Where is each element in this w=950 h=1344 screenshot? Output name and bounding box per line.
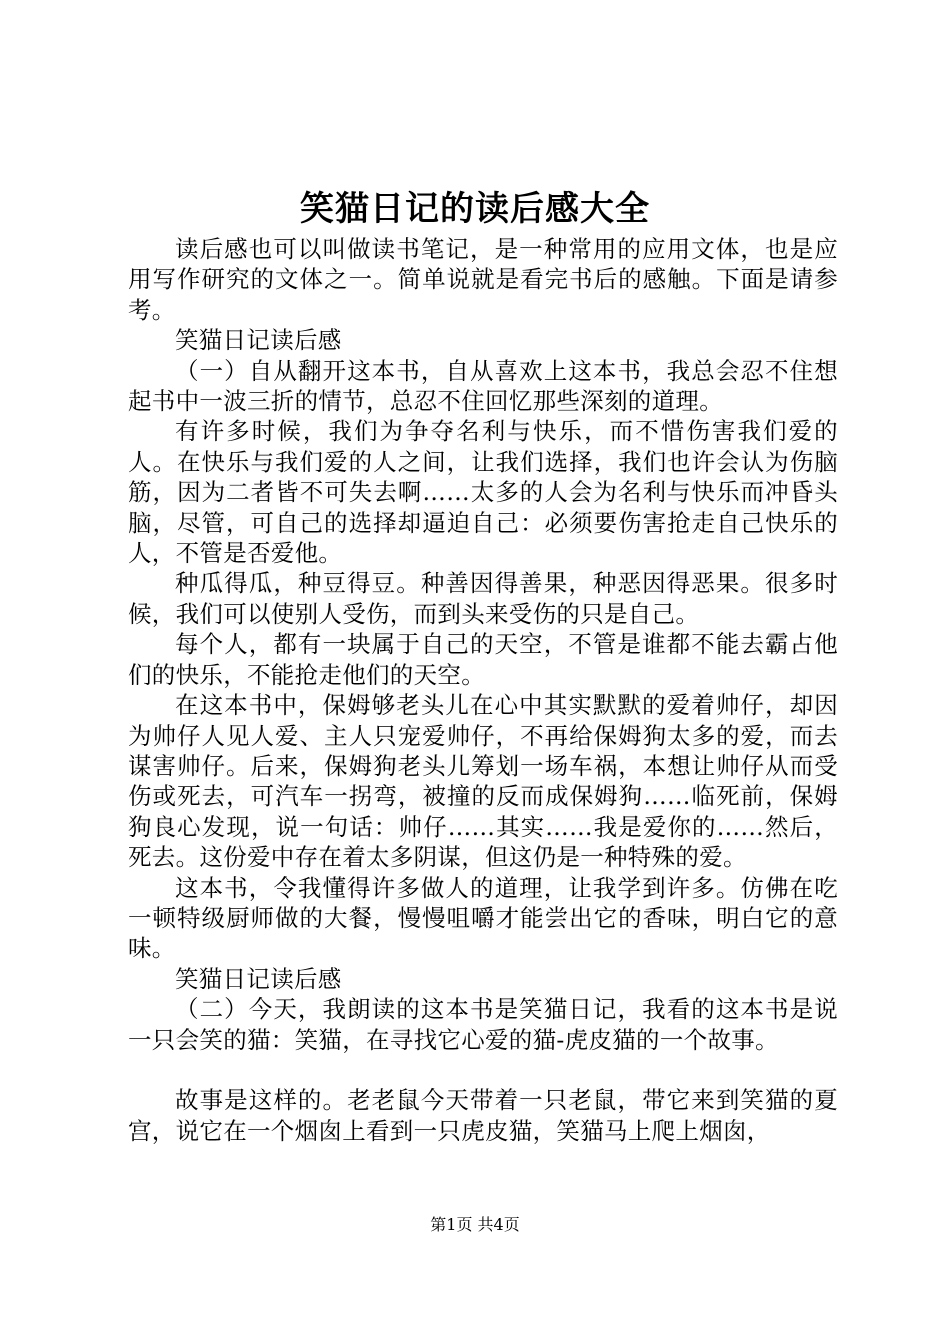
- page-footer: 第1页 共4页: [430, 1215, 520, 1234]
- paragraph: （一）自从翻开这本书，自从喜欢上这本书，我总会忍不住想起书中一波三折的情节，总忍不住回忆那些深刻的道理。: [128, 356, 838, 416]
- paragraph: （二）今天，我朗读的这本书是笑猫日记，我看的这本书是说一只会笑的猫：笑猫，在寻找它心爱的猫-虎皮猫的一个故事。: [128, 995, 838, 1054]
- blank-line: [128, 1055, 838, 1085]
- section-heading-2: 笑猫日记读后感: [175, 964, 342, 993]
- section-heading-1: 笑猫日记读后感: [175, 326, 342, 355]
- paragraph: 在这本书中，保姆够老头儿在心中其实默默的爱着帅仔，却因为帅仔人见人爱、主人只宠爱帅仔，不再给保姆狗太多的爱，而去谋害帅仔。后来，保姆狗老头儿筹划一场车祸，本想让帅仔从而受伤或死去，可汽车一拐弯，被撞的反而成保姆狗……临死前，保姆狗良心发现，说一句话：帅仔……其实……我是爱你的……然后，死去。这份爱中存在着太多阴谋，但这仍是一种特殊的爱。: [128, 691, 838, 872]
- paragraph: 故事是这样的。老老鼠今天带着一只老鼠，带它来到笑猫的夏宫，说它在一个烟囱上看到一只虎皮猫，笑猫马上爬上烟囱，: [128, 1086, 838, 1145]
- paragraph: 有许多时候，我们为争夺名利与快乐，而不惜伤害我们爱的人。在快乐与我们爱的人之间，让我们选择，我们也许会认为伤脑筋，因为二者皆不可失去啊……太多的人会为名利与快乐而冲昏头脑，尽管，可自己的选择却逼迫自己：必须要伤害抢走自己快乐的人，不管是否爱他。: [128, 417, 838, 568]
- document-body: [128, 234, 838, 1146]
- paragraph: 这本书，令我懂得许多做人的道理，让我学到许多。仿佛在吃一顿特级厨师做的大餐，慢慢咀嚼才能尝出它的香味，明白它的意味。: [128, 873, 838, 963]
- paragraph: 种瓜得瓜，种豆得豆。种善因得善果，种恶因得恶果。很多时候，我们可以使别人受伤，而到头来受伤的只是自己。: [128, 569, 838, 628]
- paragraph-intro: 读后感也可以叫做读书笔记，是一种常用的应用文体，也是应用写作研究的文体之一。简单说就是看完书后的感触。下面是请参考。: [128, 235, 838, 324]
- paragraph: 每个人，都有一块属于自己的天空，不管是谁都不能去霸占他们的快乐，不能抢走他们的天空。: [128, 630, 838, 689]
- page-title: 笑猫日记的读后感大全: [300, 189, 650, 229]
